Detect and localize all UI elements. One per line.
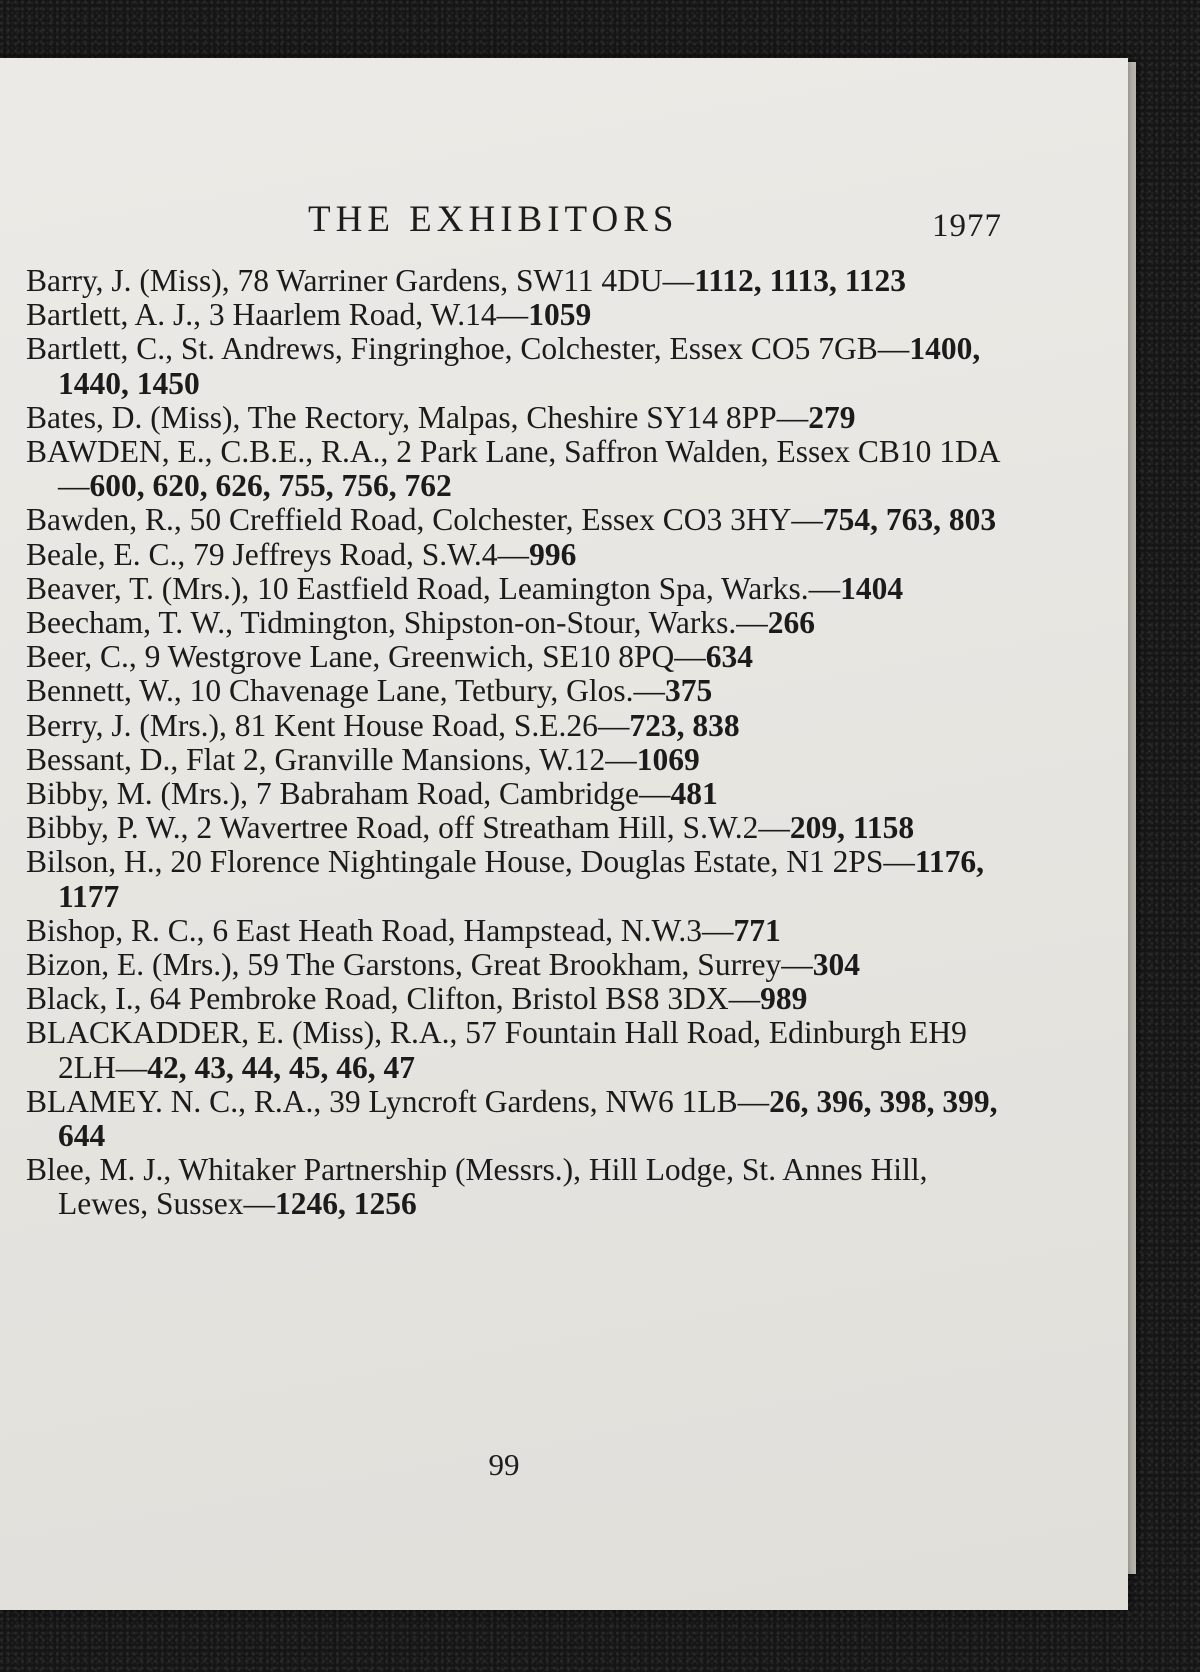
entry-text: Bishop, R. C., 6 East Heath Road, Hampstead, N.W.3— — [26, 912, 734, 948]
entry-text: Bawden, R., 50 Creffield Road, Colchester, Essex CO3 3HY— — [26, 502, 823, 538]
entry-text: BLAMEY. N. C., R.A., 39 Lyncroft Gardens, NW6 1LB— — [26, 1083, 770, 1119]
exhibitor-entry — [26, 811, 1016, 845]
catalogue-numbers: 266 — [767, 605, 815, 641]
entry-text: BAWDEN, E., C.B.E., R.A., 2 Park Lane, Saffron Walden, Essex CB10 1DA— — [26, 434, 1001, 504]
catalogue-numbers: 723, 838 — [629, 707, 740, 743]
entry-text: Bartlett, C., St. Andrews, Fingringhoe, Colchester, Essex CO5 7GB— — [26, 331, 910, 367]
entry-text: Bilson, H., 20 Florence Nightingale House, Douglas Estate, N1 2PS— — [26, 844, 915, 880]
exhibitor-entry — [26, 538, 1016, 572]
exhibitor-entry — [26, 709, 1016, 743]
entry-text: Bennett, W., 10 Chavenage Lane, Tetbury, Glos.— — [26, 673, 666, 709]
catalogue-numbers: 304 — [812, 947, 861, 983]
exhibitor-entry — [26, 503, 1016, 537]
entry-text: Barry, J. (Miss), 78 Warriner Gardens, SW11 4DU— — [26, 263, 695, 298]
exhibitor-entry — [26, 401, 1016, 435]
exhibitor-entry — [26, 298, 1016, 332]
catalogue-numbers: 754, 763, 803 — [822, 502, 997, 538]
page-number: 99 — [488, 1447, 520, 1482]
exhibitor-entry — [26, 982, 1016, 1016]
exhibitor-entry — [26, 640, 1016, 674]
entry-text: Bates, D. (Miss), The Rectory, Malpas, Cheshire SY14 8PP— — [26, 399, 809, 435]
catalogue-numbers: 600, 620, 626, 755, 756, 762 — [89, 468, 452, 504]
exhibitor-entry — [26, 777, 1016, 811]
catalogue-numbers: 1112, 1113, 1123 — [694, 263, 906, 298]
exhibitor-entry — [26, 435, 1016, 503]
entry-text: Bizon, E. (Mrs.), 59 The Garstons, Great Brookham, Surrey— — [26, 947, 813, 983]
catalogue-numbers: 1404 — [840, 570, 904, 606]
entry-text: Bibby, P. W., 2 Wavertree Road, off Streatham Hill, S.W.2— — [26, 810, 790, 846]
catalogue-numbers: 26, 396, 398, 399, 644 — [58, 1083, 998, 1154]
exhibitor-entry — [26, 948, 1016, 982]
entry-text: Bibby, M. (Mrs.), 7 Babraham Road, Cambridge— — [26, 776, 671, 812]
catalogue-numbers: 375 — [665, 673, 713, 709]
entry-text: Black, I., 64 Pembroke Road, Clifton, Bristol BS8 3DX— — [26, 981, 761, 1017]
entry-text: Berry, J. (Mrs.), 81 Kent House Road, S.E.26— — [26, 707, 630, 743]
catalogue-numbers: 1176, 1177 — [58, 844, 985, 914]
exhibitor-entry — [26, 572, 1016, 606]
catalogue-numbers: 1400, 1440, 1450 — [58, 331, 981, 401]
entry-text: Beer, C., 9 Westgrove Lane, Greenwich, SE10 8PQ— — [26, 639, 706, 675]
page-title: THE EXHIBITORS — [308, 199, 679, 240]
catalogue-numbers: 1246, 1256 — [274, 1186, 417, 1222]
exhibitor-entry — [26, 332, 1016, 400]
catalogue-numbers: 209, 1158 — [789, 810, 915, 846]
catalogue-numbers: 996 — [529, 536, 577, 572]
header-year: 1977 — [932, 208, 1002, 244]
catalogue-numbers: 481 — [670, 776, 718, 812]
running-header — [0, 198, 1128, 248]
catalogue-numbers: 1069 — [636, 741, 700, 777]
catalogue-numbers: 42, 43, 44, 45, 46, 47 — [147, 1049, 415, 1085]
catalogue-numbers: 634 — [705, 639, 753, 675]
exhibitor-entry — [26, 914, 1016, 948]
exhibitor-entry — [26, 743, 1016, 777]
entry-text: Beecham, T. W., Tidmington, Shipston-on-Stour, Warks.— — [26, 605, 768, 641]
exhibitor-entry — [26, 606, 1016, 640]
exhibitor-entry — [26, 1016, 1016, 1084]
entry-text: Beale, E. C., 79 Jeffreys Road, S.W.4— — [26, 536, 530, 572]
entry-text: Blee, M. J., Whitaker Partnership (Messrs.), Hill Lodge, St. Annes Hill, Lewes, Sussex— — [26, 1152, 928, 1222]
catalogue-numbers: 279 — [808, 399, 856, 435]
catalogue-numbers: 989 — [760, 981, 808, 1017]
exhibitor-entry — [26, 845, 1016, 913]
catalogue-numbers: 771 — [733, 912, 781, 948]
entry-text: Bartlett, A. J., 3 Haarlem Road, W.14— — [26, 297, 529, 333]
exhibitor-entry — [26, 1085, 1016, 1153]
exhibitor-entry — [26, 674, 1016, 708]
book-page — [0, 58, 1128, 1610]
entry-text: Bessant, D., Flat 2, Granville Mansions, W.12— — [26, 741, 637, 777]
exhibitor-entry — [26, 1153, 1016, 1221]
entry-text: BLACKADDER, E. (Miss), R.A., 57 Fountain Hall Road, Edinburgh EH9 2LH— — [26, 1015, 967, 1085]
catalogue-numbers: 1059 — [528, 297, 592, 333]
entry-text: Beaver, T. (Mrs.), 10 Eastfield Road, Leamington Spa, Warks.— — [26, 570, 841, 606]
exhibitor-entry — [26, 264, 1016, 298]
exhibitor-list — [26, 264, 1016, 1222]
